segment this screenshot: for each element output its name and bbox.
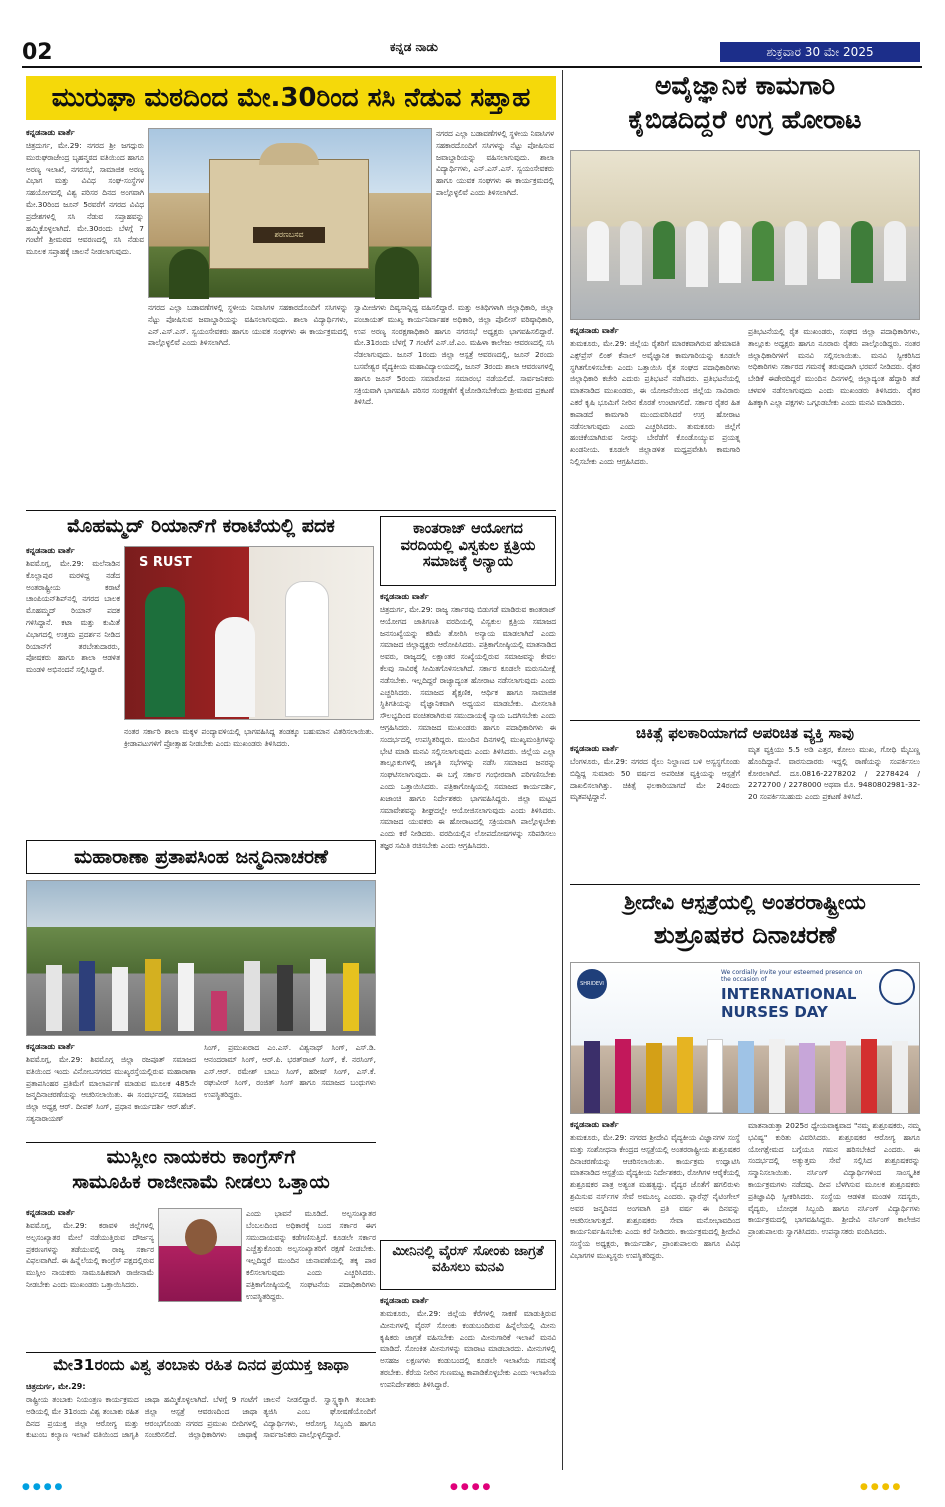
kantharaj-byline: ಕನ್ನಡನಾಡು ವಾರ್ತೆ [380, 592, 429, 601]
muslim-body-1: ಶಿವಮೊಗ್ಗ, ಮೇ.29: ಕರಾವಳಿ ಜಿಲ್ಲೆಗಳಲ್ಲಿ ಅಲ್ಪಸಂಖ್ಯಾತರ ಮೇಲೆ ನಡೆಯುತ್ತಿರುವ ದೌರ್ಜನ್ಯ ಪ್ರಕರಣಗಳನ್ನು ತಡೆಯುವಲ್ಲಿ ರಾಜ್ಯ ಸರ್ಕಾರ ವಿಫಲವಾಗಿದೆ. ಈ ಹಿನ್ನೆಲೆಯಲ್ಲಿ ಕಾಂಗ್ರೆಸ್ ಪಕ್ಷದಲ್ಲಿರುವ ಮುಸ್ಲೀಂ ನಾಯಕರು ಸಾಮೂಹಿಕವಾಗಿ ರಾಜೀನಾಮೆ ನೀಡಬೇಕು ಎಂದು ಮುಖಂಡರು ಒತ್ತಾಯಿಸಿದರು. [26, 1221, 154, 1289]
tree-shape [375, 247, 419, 299]
karate-body: ಶಿವಮೊಗ್ಗ, ಮೇ.29: ಮಲೆನಾಡಿನ ಕೊಲ್ಲಾಪುರ ಮರಳಿದ್ದ ನಡೆದ ಅಂತರಾಷ್ಟ್ರೀಯ ಕರಾಟೆ ಚಾಂಪಿಯನ್‌ಶಿಪ್‌ನಲ್ಲಿ ನಗರದ ಬಾಲಕ ಮೊಹಮ್ಮದ್ ರಿಯಾನ್ ಪದಕ ಗಳಿಸಿದ್ದಾನೆ. ಕಟಾ ಮತ್ತು ಕುಮಿತೆ ವಿಭಾಗದಲ್ಲಿ ಉತ್ತಮ ಪ್ರದರ್ಶನ ನೀಡಿದ ರಿಯಾನ್‌ಗೆ ತರಬೇತುದಾರರು, ಪೋಷಕರು ಹಾಗೂ ಶಾಲಾ ಆಡಳಿತ ಮಂಡಳಿ ಅಭಿನಂದನೆ ಸಲ್ಲಿಸಿದ್ದಾರೆ. [26, 559, 120, 675]
building-shape [209, 159, 369, 269]
murugha-headline: ಮುರುಘಾ ಮಠದಿಂದ ಮೇ.30ರಿಂದ ಸಸಿ ನೆಡುವ ಸಪ್ತಾಹ [26, 76, 556, 120]
university-seal-icon [879, 969, 915, 1005]
meenu-byline: ಕನ್ನಡನಾಡು ವಾರ್ತೆ [380, 1296, 429, 1305]
murugha-body-2: ಸ್ವಾಮೀಜಿಗಳು ದಿವ್ಯಸಾನ್ನಿಧ್ಯ ವಹಿಸಲಿದ್ದಾರೆ. ಮತ್ತು ಅತಿಥಿಗಳಾಗಿ ಜಿಲ್ಲಾಧಿಕಾರಿ, ಜಿಲ್ಲಾ ಪಂಚಾಯತ್ ಮುಖ್ಯ ಕಾರ್ಯನಿರ್ವಾಹಕ ಅಧಿಕಾರಿ, ಜಿಲ್ಲಾ ಪೊಲೀಸ್ ವರಿಷ್ಠಾಧಿಕಾರಿ, ಉಪ ಅರಣ್ಯ ಸಂರಕ್ಷಣಾಧಿಕಾರಿ ಹಾಗೂ ನಗರಸಭೆ ಅಧ್ಯಕ್ಷರು ಭಾಗವಹಿಸಲಿದ್ದಾರೆ. ಮೇ.31ರಂದು ಬೆಳಗ್ಗೆ 7 ಗಂಟೆಗೆ ಎಸ್.ಜೆ.ಎಂ. ಮಹಿಳಾ ಕಾಲೇಜು ಆವರಣದಲ್ಲಿ ಸಸಿ ನೆಡಲಾಗುವುದು. ಜೂನ್ 1ರಂದು ಜಿಲ್ಲಾ ಆಸ್ಪತ್ರೆ ಆವರಣದಲ್ಲಿ, ಜೂನ್ 2ರಂದು ಬಸವೇಶ್ವರ ವೈದ್ಯಕೀಯ ಮಹಾವಿದ್ಯಾಲಯದಲ್ಲಿ, ಜೂನ್ 3ರಂದು ಶಾಲಾ ಆವರಣಗಳಲ್ಲಿ ಹಾಗೂ ಜೂನ್ 5ರಂದು ಸಮಾರೋಪ ಸಮಾರಂಭ ನಡೆಯಲಿದೆ. ಸಾರ್ವಜನಿಕರು ಸಕ್ರಿಯವಾಗಿ ಭಾಗವಹಿಸಿ ಪರಿಸರ ಸಂರಕ್ಷಣೆಗೆ ಕೈಜೋಡಿಸಬೇಕೆಂದು ಶ್ರೀಮಠದ ಪ್ರಕಟಣೆ ತಿಳಿಸಿದೆ. [354, 303, 554, 407]
shridevi-byline: ಕನ್ನಡನಾಡು ವಾರ್ತೆ [570, 1120, 619, 1129]
tree-shape [169, 249, 209, 299]
shridevi-body-1: ತುಮಕೂರು, ಮೇ.29: ನಗರದ ಶ್ರೀದೇವಿ ವೈದ್ಯಕೀಯ ವಿಜ್ಞಾನಗಳ ಸಂಸ್ಥೆ ಮತ್ತು ಸಂಶೋಧನಾ ಕೇಂದ್ರದ ಆಸ್ಪತ್ರೆಯಲ್ಲಿ ಅಂತರರಾಷ್ಟ್ರೀಯ ಶುಶ್ರೂಷಕರ ದಿನಾಚರಣೆಯನ್ನು ಆಚರಿಸಲಾಯಿತು. ಕಾರ್ಯಕ್ರಮ ಉದ್ಘಾಟಿಸಿ ಮಾತನಾಡಿದ ಆಸ್ಪತ್ರೆಯ ವೈದ್ಯಕೀಯ ನಿರ್ದೇಶಕರು, ರೋಗಿಗಳ ಆರೈಕೆಯಲ್ಲಿ ಶುಶ್ರೂಷಕರ ಪಾತ್ರ ಅತ್ಯಂತ ಮಹತ್ವದ್ದು. ವೈದ್ಯರ ಜೊತೆಗೆ ಹಗಲಿರುಳು ಶ್ರಮಿಸುವ ನರ್ಸ್‌ಗಳ ಸೇವೆ ಅಮೂಲ್ಯ ಎಂದರು. ಫ್ಲಾರೆನ್ಸ್ ನೈಟಿಂಗೇಲ್ ಅವರ ಜನ್ಮದಿನದ ಅಂಗವಾಗಿ ಪ್ರತಿ ವರ್ಷ ಈ ದಿನವನ್ನು ಆಚರಿಸಲಾಗುತ್ತದೆ. ಶುಶ್ರೂಷಕರು ಸೇವಾ ಮನೋಭಾವದಿಂದ ಕಾರ್ಯನಿರ್ವಹಿಸಬೇಕು ಎಂದು ಕರೆ ನೀಡಿದರು. ಕಾರ್ಯಕ್ರಮದಲ್ಲಿ ಶ್ರೀದೇವಿ ಸಂಸ್ಥೆಯ ಅಧ್ಯಕ್ಷರು, ಕಾರ್ಯದರ್ಶಿ, ಪ್ರಾಂಶುಪಾಲರು ಹಾಗೂ ವಿವಿಧ ವಿಭಾಗಗಳ ಮುಖ್ಯಸ್ಥರು ಉಪಸ್ಥಿತರಿದ್ದರು. [570, 1133, 740, 1260]
shridevi-body-2: ಮಾತನಾಡುತ್ತಾ 2025ರ ಧ್ಯೇಯವಾಕ್ಯವಾದ "ನಮ್ಮ ಶುಶ್ರೂಷಕರು, ನಮ್ಮ ಭವಿಷ್ಯ" ಕುರಿತು ವಿವರಿಸಿದರು. ಶುಶ್ರೂಷಕರ ಆರೋಗ್ಯ ಹಾಗೂ ಯೋಗಕ್ಷೇಮದ ಬಗ್ಗೆಯೂ ಗಮನ ಹರಿಸಬೇಕಿದೆ ಎಂದರು. ಈ ಸಂದರ್ಭದಲ್ಲಿ ಅತ್ಯುತ್ತಮ ಸೇವೆ ಸಲ್ಲಿಸಿದ ಶುಶ್ರೂಷಕರನ್ನು ಸನ್ಮಾನಿಸಲಾಯಿತು. ನರ್ಸಿಂಗ್ ವಿದ್ಯಾರ್ಥಿಗಳಿಂದ ಸಾಂಸ್ಕೃತಿಕ ಕಾರ್ಯಕ್ರಮಗಳು ನಡೆದವು. ದೀಪ ಬೆಳಗಿಸುವ ಮೂಲಕ ಶುಶ್ರೂಷಕರು ಪ್ರತಿಜ್ಞಾವಿಧಿ ಸ್ವೀಕರಿಸಿದರು. ಸಂಸ್ಥೆಯ ಆಡಳಿತ ಮಂಡಳಿ ಸದಸ್ಯರು, ವೈದ್ಯರು, ಬೋಧಕ ಸಿಬ್ಬಂದಿ ಹಾಗೂ ನರ್ಸಿಂಗ್ ವಿದ್ಯಾರ್ಥಿಗಳು ಕಾರ್ಯಕ್ರಮದಲ್ಲಿ ಭಾಗವಹಿಸಿದ್ದರು. ಶ್ರೀದೇವಿ ನರ್ಸಿಂಗ್ ಕಾಲೇಜಿನ ಪ್ರಾಂಶುಪಾಲರು ಸ್ವಾಗತಿಸಿದರು. ಉಪನ್ಯಾಸಕರು ವಂದಿಸಿದರು. [748, 1121, 920, 1237]
karate-byline: ಕನ್ನಡನಾಡು ವಾರ್ತೆ [26, 546, 75, 555]
chikitse-headline: ಚಿಕಿತ್ಸೆ ಫಲಕಾರಿಯಾಗದೆ ಅಪರಿಚಿತ ವ್ಯಕ್ತಿ ಸಾವು [570, 720, 920, 742]
protest-photo [570, 150, 920, 320]
building-dome [259, 143, 319, 165]
meenu-body: ತುಮಕೂರು, ಮೇ.29: ಜಿಲ್ಲೆಯ ಕೆರೆಗಳಲ್ಲಿ ಸಾಕಣೆ ಮಾಡುತ್ತಿರುವ ಮೀನುಗಳಲ್ಲಿ ವೈರಸ್ ಸೋಂಕು ಕಂಡುಬಂದಿರುವ ಹಿನ್ನೆಲೆಯಲ್ಲಿ ಮೀನು ಕೃಷಿಕರು ಜಾಗ್ರತೆ ವಹಿಸಬೇಕು ಎಂದು ಮೀನುಗಾರಿಕೆ ಇಲಾಖೆ ಮನವಿ ಮಾಡಿದೆ. ಸೋಂಕಿತ ಮೀನುಗಳನ್ನು ಮಾರಾಟ ಮಾಡಬಾರದು. ಮೀನುಗಳಲ್ಲಿ ಅಸಹಜ ಲಕ್ಷಣಗಳು ಕಂಡುಬಂದಲ್ಲಿ ಕೂಡಲೇ ಇಲಾಖೆಯ ಗಮನಕ್ಕೆ ತರಬೇಕು. ಕೆರೆಯ ನೀರಿನ ಗುಣಮಟ್ಟ ಕಾಪಾಡಿಕೊಳ್ಳಬೇಕು ಎಂದು ಇಲಾಖೆಯ ಉಪನಿರ್ದೇಶಕರು ತಿಳಿಸಿದ್ದಾರೆ. [380, 1309, 556, 1389]
tambaku-headline: ಮೇ31ರಂದು ವಿಶ್ವ ತಂಬಾಕು ರಹಿತ ದಿನದ ಪ್ರಯುಕ್ತ ಜಾಥಾ [26, 1352, 376, 1375]
murugha-body-2b: ನಗರದ ಎಲ್ಲಾ ಬಡಾವಣೆಗಳಲ್ಲಿ ಸ್ಥಳೀಯ ನಿವಾಸಿಗಳ ಸಹಕಾರದೊಂದಿಗೆ ಸಸಿಗಳನ್ನು ನೆಟ್ಟು ಪೋಷಿಸುವ ಜವಾಬ್ದಾರಿಯನ್ನು ವಹಿಸಲಾಗುವುದು. ಶಾಲಾ ವಿದ್ಯಾರ್ಥಿಗಳು, ಎನ್.ಎಸ್.ಎಸ್. ಸ್ವಯಂಸೇವಕರು ಹಾಗೂ ಯುವಕ ಸಂಘಗಳು ಈ ಕಾರ್ಯಕ್ರಮದಲ್ಲಿ ಪಾಲ್ಗೊಳ್ಳಲಿವೆ ಎಂದು ತಿಳಿಸಲಾಗಿದೆ. [436, 129, 554, 197]
registration-dots: ●●●● [450, 1482, 494, 1492]
pratapsimha-body-2: ಸಿಂಗ್, ಪ್ರಮುಖರಾದ ಎಂ.ಎಸ್. ವಿಶ್ವನಾಥ್ ಸಿಂಗ್, ಎಸ್.ಡಿ. ಆನಂದರಾಮ್ ಸಿಂಗ್, ಆರ್.ಪಿ. ಭರತ್‌ರಾಜ್ ಸಿಂಗ್, ಕೆ. ನರಸಿಂಗ್, ಎಸ್.ಆರ್. ರಮೇಶ್ ಬಾಬು ಸಿಂಗ್, ಹರೀಷ್ ಸಿಂಗ್, ಎಸ್.ಕೆ. ರಘುವೀರ್ ಸಿಂಗ್, ರಂಜಿತ್ ಸಿಂಗ್ ಹಾಗೂ ಸಮಾಜದ ಬಂಧುಗಳು ಉಪಸ್ಥಿತರಿದ್ದರು. [204, 1043, 376, 1100]
muslim-headline-1: ಮುಸ್ಲೀಂ ನಾಯಕರು ಕಾಂಗ್ರೆಸ್‌ಗೆ [26, 1142, 376, 1169]
tambaku-byline: ಚಿತ್ರದುರ್ಗ, ಮೇ.29: [26, 1382, 86, 1391]
pratapsimha-headline: ಮಹಾರಾಣಾ ಪ್ರತಾಪಸಿಂಹ ಜನ್ಮದಿನಾಚರಣೆ [26, 840, 376, 874]
avaijnanika-headline-1: ಅವೈಜ್ಞಾನಿಕ ಕಾಮಗಾರಿ [654, 71, 836, 100]
pratapsimha-photo [26, 880, 376, 1036]
chikitse-body-2: ಮೃತ ವ್ಯಕ್ತಿಯು 5.5 ಅಡಿ ಎತ್ತರ, ಕೋಲು ಮುಖ, ಗೋಧಿ ಮೈಬಣ್ಣ ಹೊಂದಿದ್ದಾನೆ. ವಾರಸುದಾರರು ಇದ್ದಲ್ಲಿ ಠಾಣೆಯನ್ನು ಸಂಪರ್ಕಿಸಲು ಕೋರಲಾಗಿದೆ. ದೂ.0816-2278202 / 2278424 / 2272700 / 2278000 ಅಥವಾ ಮೊ. 9480802981-32-20 ಸಂಪರ್ಕಿಸಬಹುದು ಎಂದು ಪ್ರಕಟಣೆ ತಿಳಿಸಿದೆ. [748, 745, 920, 802]
dignitaries-row [577, 1029, 915, 1113]
shridevi-headline-1: ಶ್ರೀದೇವಿ ಆಸ್ಪತ್ರೆಯಲ್ಲಿ ಅಂತರರಾಷ್ಟ್ರೀಯ [570, 884, 920, 914]
karate-headline: ಮೊಹಮ್ಮದ್ ರಿಯಾನ್‌ಗೆ ಕರಾಟೆಯಲ್ಲಿ ಪದಕ [67, 515, 335, 537]
muslim-body-2: ಎಂದು ಭಾವನೆ ಮೂಡಿದೆ. ಅಲ್ಪಸಂಖ್ಯಾತರ ಬೆಂಬಲದಿಂದ ಅಧಿಕಾರಕ್ಕೆ ಬಂದ ಸರ್ಕಾರ ಈಗ ಸಮುದಾಯವನ್ನು ಕಡೆಗಣಿಸುತ್ತಿದೆ. ಕೂಡಲೇ ಸರ್ಕಾರ ಎಚ್ಚೆತ್ತುಕೊಂಡು ಅಲ್ಪಸಂಖ್ಯಾತರಿಗೆ ರಕ್ಷಣೆ ನೀಡಬೇಕು. ಇಲ್ಲದಿದ್ದರೆ ಮುಂದಿನ ಚುನಾವಣೆಯಲ್ಲಿ ತಕ್ಕ ಪಾಠ ಕಲಿಸಲಾಗುವುದು ಎಂದು ಎಚ್ಚರಿಸಿದರು. ಪತ್ರಿಕಾಗೋಷ್ಠಿಯಲ್ಲಿ ಸಂಘಟನೆಯ ಪದಾಧಿಕಾರಿಗಳು ಉಪಸ್ಥಿತರಿದ್ದರು. [246, 1209, 376, 1301]
person-shape [145, 587, 185, 717]
avaijnanika-body-2: ಪ್ರತಿಭಟನೆಯಲ್ಲಿ ರೈತ ಮುಖಂಡರು, ಸಂಘದ ಜಿಲ್ಲಾ ಪದಾಧಿಕಾರಿಗಳು, ತಾಲ್ಲೂಕು ಅಧ್ಯಕ್ಷರು ಹಾಗೂ ನೂರಾರು ರೈತರು ಪಾಲ್ಗೊಂಡಿದ್ದರು. ನಂತರ ಜಿಲ್ಲಾಧಿಕಾರಿಗಳಿಗೆ ಮನವಿ ಸಲ್ಲಿಸಲಾಯಿತು. ಮನವಿ ಸ್ವೀಕರಿಸಿದ ಅಧಿಕಾರಿಗಳು ಸರ್ಕಾರದ ಗಮನಕ್ಕೆ ತರುವುದಾಗಿ ಭರವಸೆ ನೀಡಿದರು. ರೈತರ ಬೇಡಿಕೆ ಈಡೇರದಿದ್ದರೆ ಮುಂದಿನ ದಿನಗಳಲ್ಲಿ ಜಿಲ್ಲಾದ್ಯಂತ ಹೆದ್ದಾರಿ ತಡೆ ಚಳವಳಿ ನಡೆಸಲಾಗುವುದು ಎಂದು ಮುಖಂಡರು ತಿಳಿಸಿದರು. ರೈತರ ಹಿತಕ್ಕಾಗಿ ಎಲ್ಲಾ ಪಕ್ಷಗಳು ಒಗ್ಗೂಡಬೇಕು ಎಂದು ಮನವಿ ಮಾಡಿದರು. [748, 327, 920, 407]
avaijnanika-headline-2: ಕೈಬಿಡದಿದ್ದರೆ ಉಗ್ರ ಹೋರಾಟ [628, 105, 862, 134]
section-rule [26, 510, 556, 511]
masthead: ಕನ್ನಡ ನಾಡು [390, 40, 438, 54]
karate-photo [124, 546, 374, 720]
date-bar: ಶುಕ್ರವಾರ 30 ಮೇ 2025 [720, 42, 920, 62]
banner-invite-text: We cordially invite your esteemed presence on the occasion of [721, 969, 863, 983]
avaijnanika-byline: ಕನ್ನಡನಾಡು ವಾರ್ತೆ [570, 326, 619, 335]
murugha-body-3: ನಗರದ ಎಲ್ಲಾ ಬಡಾವಣೆಗಳಲ್ಲಿ ಸ್ಥಳೀಯ ನಿವಾಸಿಗಳ ಸಹಕಾರದೊಂದಿಗೆ ಸಸಿಗಳನ್ನು ನೆಟ್ಟು ಪೋಷಿಸುವ ಜವಾಬ್ದಾರಿಯನ್ನು ವಹಿಸಲಾಗುವುದು. ಶಾಲಾ ವಿದ್ಯಾರ್ಥಿಗಳು, ಎನ್.ಎಸ್.ಎಸ್. ಸ್ವಯಂಸೇವಕರು ಹಾಗೂ ಯುವಕ ಸಂಘಗಳು ಈ ಕಾರ್ಯಕ್ರಮದಲ್ಲಿ ಪಾಲ್ಗೊಳ್ಳಲಿವೆ ಎಂದು ತಿಳಿಸಲಾಗಿದೆ. [148, 303, 348, 348]
karate-banner-text: S RUST [139, 555, 192, 570]
muslim-byline: ಕನ್ನಡನಾಡು ವಾರ್ತೆ [26, 1208, 75, 1217]
shridevi-logo: SHRIDEVI [577, 969, 607, 999]
header-rule [22, 66, 922, 68]
registration-dots: ●●●● [860, 1482, 904, 1492]
column-divider-main [562, 70, 563, 1470]
murugha-body-1: ಚಿತ್ರದುರ್ಗ, ಮೇ.29: ನಗರದ ಶ್ರೀ ಜಗದ್ಗುರು ಮುರುಘರಾಜೇಂದ್ರ ಬೃಹನ್ಮಠದ ವತಿಯಿಂದ ಹಾಗೂ ಅರಣ್ಯ ಇಲಾಖೆ, ನಗರಸಭೆ, ಸಾಮಾಜಿಕ ಅರಣ್ಯ ವಿಭಾಗ ಮತ್ತು ವಿವಿಧ ಸಂಘ-ಸಂಸ್ಥೆಗಳ ಸಹಯೋಗದಲ್ಲಿ ವಿಶ್ವ ಪರಿಸರ ದಿನದ ಅಂಗವಾಗಿ ಮೇ.30ರಿಂದ ಜೂನ್ 5ರವರೆಗೆ ನಗರದ ವಿವಿಧ ಪ್ರದೇಶಗಳಲ್ಲಿ ಸಸಿ ನೆಡುವ ಸಪ್ತಾಹವನ್ನು ಹಮ್ಮಿಕೊಳ್ಳಲಾಗಿದೆ. ಮೇ.30ರಂದು ಬೆಳಗ್ಗೆ 7 ಗಂಟೆಗೆ ಶ್ರೀಮಠದ ಆವರಣದಲ್ಲಿ ಸಸಿ ನೆಡುವ ಮೂಲಕ ಸಪ್ತಾಹಕ್ಕೆ ಚಾಲನೆ ನೀಡಲಾಗುವುದು. [26, 141, 144, 257]
banner-nurses-day: NURSES DAY [721, 1003, 828, 1021]
person-shape [215, 617, 255, 717]
face-shape [185, 1219, 217, 1255]
karate-body-2: ನಂತರ ಸರ್ಕಾರಿ ಶಾಲಾ ಮಕ್ಕಳ ಪಂದ್ಯಾವಳಿಯಲ್ಲಿ ಭಾಗವಹಿಸಿದ್ದ ತಂಡಕ್ಕೂ ಬಹುಮಾನ ವಿತರಿಸಲಾಯಿತು. ಕ್ರೀಡಾಪಟುಗಳಿಗೆ ಪ್ರೋತ್ಸಾಹ ನೀಡಬೇಕು ಎಂದು ಮುಖಂಡರು ತಿಳಿಸಿದರು. [124, 727, 374, 748]
murugha-byline: ಕನ್ನಡನಾಡು ವಾರ್ತೆ [26, 128, 75, 137]
chikitse-body-1: ಬೆಂಗಳೂರು, ಮೇ.29: ನಗರದ ರೈಲು ನಿಲ್ದಾಣದ ಬಳಿ ಅಸ್ವಸ್ಥಗೊಂಡು ಬಿದ್ದಿದ್ದ ಸುಮಾರು 50 ವರ್ಷದ ಅಪರಿಚಿತ ವ್ಯಕ್ತಿಯನ್ನು ಆಸ್ಪತ್ರೆಗೆ ದಾಖಲಿಸಲಾಗಿತ್ತು. ಚಿಕಿತ್ಸೆ ಫಲಕಾರಿಯಾಗದೆ ಮೇ 24ರಂದು ಮೃತಪಟ್ಟಿದ್ದಾನೆ. [570, 757, 740, 802]
nurses-day-photo [570, 962, 920, 1114]
kantharaj-body: ಚಿತ್ರದುರ್ಗ, ಮೇ.29: ರಾಜ್ಯ ಸರ್ಕಾರವು ಬಿಡುಗಡೆ ಮಾಡಿರುವ ಕಾಂತರಾಜ್ ಆಯೋಗದ ಜಾತಿಗಣತಿ ವರದಿಯಲ್ಲಿ ವಿಸ್ವಕುಲ ಕ್ಷತ್ರಿಯ ಸಮಾಜದ ಜನಸಂಖ್ಯೆಯನ್ನು ಕಡಿಮೆ ತೋರಿಸಿ ಅನ್ಯಾಯ ಮಾಡಲಾಗಿದೆ ಎಂದು ಸಮಾಜದ ಜಿಲ್ಲಾಧ್ಯಕ್ಷರು ಆರೋಪಿಸಿದರು. ಪತ್ರಿಕಾಗೋಷ್ಠಿಯಲ್ಲಿ ಮಾತನಾಡಿದ ಅವರು, ರಾಜ್ಯದಲ್ಲಿ ಲಕ್ಷಾಂತರ ಸಂಖ್ಯೆಯಲ್ಲಿರುವ ಸಮಾಜವನ್ನು ಕೇವಲ ಕೆಲವು ಸಾವಿರಕ್ಕೆ ಸೀಮಿತಗೊಳಿಸಲಾಗಿದೆ. ಸರ್ಕಾರ ಕೂಡಲೇ ಮರುಸಮೀಕ್ಷೆ ನಡೆಸಬೇಕು. ಇಲ್ಲದಿದ್ದರೆ ರಾಜ್ಯಾದ್ಯಂತ ಹೋರಾಟ ನಡೆಸಲಾಗುವುದು ಎಂದು ಎಚ್ಚರಿಸಿದರು. ಸಮಾಜದ ಶೈಕ್ಷಣಿಕ, ಆರ್ಥಿಕ ಹಾಗೂ ಸಾಮಾಜಿಕ ಸ್ಥಿತಿಗತಿಯನ್ನು ವೈಜ್ಞಾನಿಕವಾಗಿ ಅಧ್ಯಯನ ಮಾಡಬೇಕು. ಮೀಸಲಾತಿ ಸೌಲಭ್ಯದಿಂದ ವಂಚಿತರಾಗಿರುವ ಸಮುದಾಯಕ್ಕೆ ನ್ಯಾಯ ಒದಗಿಸಬೇಕು ಎಂದು ಆಗ್ರಹಿಸಿದರು. ಸಮಾಜದ ಮುಖಂಡರು ಹಾಗೂ ಪದಾಧಿಕಾರಿಗಳು ಈ ಸಂದರ್ಭದಲ್ಲಿ ಉಪಸ್ಥಿತರಿದ್ದರು. ಮುಂದಿನ ದಿನಗಳಲ್ಲಿ ಮುಖ್ಯಮಂತ್ರಿಗಳನ್ನು ಭೇಟಿ ಮಾಡಿ ಮನವಿ ಸಲ್ಲಿಸಲಾಗುವುದು ಎಂದು ತಿಳಿಸಿದರು. ಜಿಲ್ಲೆಯ ಎಲ್ಲಾ ತಾಲ್ಲೂಕುಗಳಲ್ಲಿ ಜಾಗೃತಿ ಸಭೆಗಳನ್ನು ನಡೆಸಿ ಸಮಾಜದ ಜನರನ್ನು ಸಂಘಟಿಸಲಾಗುವುದು. ಈ ಬಗ್ಗೆ ಸರ್ಕಾರ ಗಂಭೀರವಾಗಿ ಪರಿಗಣಿಸಬೇಕು ಎಂದು ಒತ್ತಾಯಿಸಿದರು. ಪತ್ರಿಕಾಗೋಷ್ಠಿಯಲ್ಲಿ ಸಮಾಜದ ಕಾರ್ಯದರ್ಶಿ, ಖಜಾಂಚಿ ಹಾಗೂ ನಿರ್ದೇಶಕರು ಭಾಗವಹಿಸಿದ್ದರು. ಜಿಲ್ಲಾ ಮಟ್ಟದ ಸಮಾವೇಶವನ್ನು ಶೀಘ್ರದಲ್ಲೇ ಆಯೋಜಿಸಲಾಗುವುದು ಎಂದು ತಿಳಿಸಿದರು. ಸಮಾಜದ ಯುವಕರು ಈ ಹೋರಾಟದಲ್ಲಿ ಸಕ್ರಿಯವಾಗಿ ಪಾಲ್ಗೊಳ್ಳಬೇಕು ಎಂದು ಕರೆ ನೀಡಿದರು. ವರದಿಯಲ್ಲಿನ ಲೋಪದೋಷಗಳನ್ನು ಸರಿಪಡಿಸಲು ತಜ್ಞರ ಸಮಿತಿ ರಚಿಸಬೇಕು ಎಂದು ಆಗ್ರಹಿಸಿದರು. [380, 605, 556, 850]
banner-international: INTERNATIONAL [721, 985, 857, 1003]
protest-crowd [581, 221, 911, 291]
meenu-headline: ಮೀನಿನಲ್ಲಿ ವೈರಸ್ ಸೋಂಕು ಜಾಗ್ರತೆ ವಹಿಸಲು ಮನವಿ [380, 1240, 556, 1290]
math-building-photo [148, 128, 432, 298]
avaijnanika-body-1: ತುಮಕೂರು, ಮೇ.29: ಜಿಲ್ಲೆಯ ರೈತರಿಗೆ ಮಾರಕವಾಗಿರುವ ಹೇಮಾವತಿ ಎಕ್ಸ್‌ಪ್ರೆಸ್ ಲಿಂಕ್ ಕೆನಾಲ್ ಅವೈಜ್ಞಾನಿಕ ಕಾಮಗಾರಿಯನ್ನು ಕೂಡಲೇ ಸ್ಥಗಿತಗೊಳಿಸಬೇಕು ಎಂದು ಒತ್ತಾಯಿಸಿ ರೈತ ಸಂಘದ ಪದಾಧಿಕಾರಿಗಳು ಜಿಲ್ಲಾಧಿಕಾರಿ ಕಚೇರಿ ಎದುರು ಪ್ರತಿಭಟನೆ ನಡೆಸಿದರು. ಪ್ರತಿಭಟನೆಯಲ್ಲಿ ಮಾತನಾಡಿದ ಮುಖಂಡರು, ಈ ಯೋಜನೆಯಿಂದ ಜಿಲ್ಲೆಯ ಸಾವಿರಾರು ಎಕರೆ ಕೃಷಿ ಭೂಮಿಗೆ ನೀರಿನ ಕೊರತೆ ಉಂಟಾಗಲಿದೆ. ಸರ್ಕಾರ ರೈತರ ಹಿತ ಕಾಪಾಡದೆ ಕಾಮಗಾರಿ ಮುಂದುವರಿಸಿದರೆ ಉಗ್ರ ಹೋರಾಟ ನಡೆಸಲಾಗುವುದು ಎಂದು ಎಚ್ಚರಿಸಿದರು. ತುಮಕೂರು ಜಿಲ್ಲೆಗೆ ಹಂಚಿಕೆಯಾಗಿರುವ ನೀರನ್ನು ಬೇರೆಡೆಗೆ ಕೊಂಡೊಯ್ಯುವ ಪ್ರಯತ್ನ ಖಂಡನೀಯ. ಕೂಡಲೇ ಜಿಲ್ಲಾಡಳಿತ ಮಧ್ಯಪ್ರವೇಶಿಸಿ ಕಾಮಗಾರಿ ನಿಲ್ಲಿಸಬೇಕು ಎಂದು ಆಗ್ರಹಿಸಿದರು. [570, 339, 740, 466]
registration-dots: ●●●● [22, 1482, 66, 1492]
tambaku-body: ರಾಷ್ಟ್ರೀಯ ತಂಬಾಕು ನಿಯಂತ್ರಣ ಕಾರ್ಯಕ್ರಮದ ಅಡಿಯಲ್ಲಿ ಮೇ 31ರಂದು ವಿಶ್ವ ತಂಬಾಕು ರಹಿತ ದಿನದ ಪ್ರಯುಕ್ತ ಜಿಲ್ಲಾ ಆರೋಗ್ಯ ಮತ್ತು ಕುಟುಂಬ ಕಲ್ಯಾಣ ಇಲಾಖೆ ವತಿಯಿಂದ ಜಾಗೃತಿ ಜಾಥಾ ಹಮ್ಮಿಕೊಳ್ಳಲಾಗಿದೆ. ಬೆಳಗ್ಗೆ 9 ಗಂಟೆಗೆ ಜಿಲ್ಲಾ ಆಸ್ಪತ್ರೆ ಆವರಣದಿಂದ ಜಾಥಾ ಆರಂಭಗೊಂಡು ನಗರದ ಪ್ರಮುಖ ಬೀದಿಗಳಲ್ಲಿ ಸಂಚರಿಸಲಿದೆ. ಜಿಲ್ಲಾಧಿಕಾರಿಗಳು ಜಾಥಾಕ್ಕೆ ಚಾಲನೆ ನೀಡಲಿದ್ದಾರೆ. ಸ್ವಾಸ್ಥ್ಯಕ್ಕಾಗಿ ತಂಬಾಕು ತ್ಯಜಿಸಿ ಎಂಬ ಘೋಷಣೆಯೊಂದಿಗೆ ವಿದ್ಯಾರ್ಥಿಗಳು, ಆರೋಗ್ಯ ಸಿಬ್ಬಂದಿ ಹಾಗೂ ಸಾರ್ವಜನಿಕರು ಪಾಲ್ಗೊಳ್ಳಲಿದ್ದಾರೆ. [26, 1395, 376, 1440]
person-shape [285, 581, 329, 717]
page-number: 02 [22, 40, 53, 65]
shridevi-headline-2: ಶುಶ್ರೂಷಕರ ದಿನಾಚರಣೆ [653, 921, 837, 949]
kantharaj-headline: ಕಾಂತರಾಜ್ ಆಯೋಗದ ವರದಿಯಲ್ಲಿ ವಿಸ್ವಕುಲ ಕ್ಷತ್ರಿಯ ಸಮಾಜಕ್ಕೆ ಅನ್ಯಾಯ [380, 516, 556, 586]
group-crowd [37, 951, 367, 1031]
leader-portrait [158, 1208, 242, 1302]
pratapsimha-byline: ಕನ್ನಡನಾಡು ವಾರ್ತೆ [26, 1042, 75, 1051]
chikitse-byline: ಕನ್ನಡನಾಡು ವಾರ್ತೆ [570, 744, 619, 753]
pratapsimha-body-1: ಶಿವಮೊಗ್ಗ, ಮೇ.29: ಶಿವಮೊಗ್ಗ ಜಿಲ್ಲಾ ರಜಪೂತ್ ಸಮಾಜದ ವತಿಯಿಂದ ಇಂದು ವಿನೋಬನಗರದ ಮುಖ್ಯರಸ್ತೆಯಲ್ಲಿರುವ ಮಹಾರಾಣಾ ಪ್ರತಾಪಸಿಂಹರ ಪ್ರತಿಮೆಗೆ ಮಾಲಾರ್ಪಣೆ ಮಾಡುವ ಮೂಲಕ 485ನೇ ಜನ್ಮದಿನಾಚರಣೆಯನ್ನು ಆಚರಿಸಲಾಯಿತು. ಈ ಸಂದರ್ಭದಲ್ಲಿ ಸಮಾಜದ ಜಿಲ್ಲಾ ಅಧ್ಯಕ್ಷ ಆರ್. ದೀಪಕ್ ಸಿಂಗ್, ಪ್ರಧಾನ ಕಾರ್ಯದರ್ಶಿ ಆರ್.ಹೆಚ್. ಸತ್ಯನಾರಾಯಣ್ [26, 1055, 196, 1123]
muslim-headline-2: ಸಾಮೂಹಿಕ ರಾಜೀನಾಮೆ ನೀಡಲು ಒತ್ತಾಯ [72, 1171, 330, 1193]
building-sign: ಶರಣಬಸವ [253, 227, 325, 243]
